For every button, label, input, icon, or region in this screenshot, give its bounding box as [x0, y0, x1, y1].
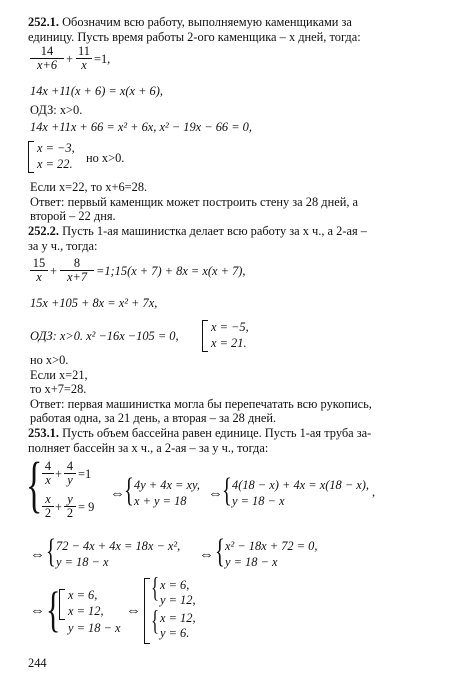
text-line: то x+7=28. [30, 382, 87, 396]
text-line: Если x=22, то x+6=28. [30, 180, 148, 194]
brace: { [124, 472, 134, 509]
brace: { [215, 533, 225, 570]
problem-number: 252.1. [28, 15, 59, 29]
equivalence-arrow: ⇔ [199, 547, 214, 563]
equation-system: { $\frac{4}{x}$ + $\frac{4}{y}$ =1 $\frac{x}{2}$ + $\frac{y}{2}$ = 9 [26, 451, 95, 520]
fraction: $\frac{8}{x+7}$ [60, 257, 94, 284]
brace: { [46, 533, 56, 570]
problem-2521-line2: единицу. Пусть время работы 2-ого каменщика – x дней, тогда: [28, 30, 361, 44]
text-line: Если x=21, [30, 368, 88, 382]
bracket [144, 578, 150, 644]
brace: { [151, 573, 160, 604]
page-number: 244 [28, 656, 47, 670]
equation: 14x +11x + 66 = x² + 6x, x² − 19x − 66 = 0, [30, 120, 252, 134]
equation: 14x +11(x + 6) = x(x + 6), [30, 84, 163, 98]
answer-line: второй – 22 дня. [30, 209, 116, 223]
equivalence-arrow: ⇔ [208, 486, 223, 502]
equivalence-arrow: ⇔ [30, 603, 45, 619]
problem-number: 252.2. [28, 224, 59, 238]
equivalence-arrow: ⇔ [110, 486, 125, 502]
text-line: но x>0. [30, 353, 69, 367]
equation: =1, [94, 52, 111, 66]
fraction: $\frac{14}{x+6}$ [30, 45, 64, 72]
domain-note: ОДЗ: x>0. [30, 103, 83, 117]
brace: { [222, 472, 232, 509]
bracket [59, 589, 65, 620]
equation: 15x +105 + 8x = x² + 7x, [30, 296, 158, 310]
equation: ОДЗ: x>0. x² −16x −105 = 0, [30, 329, 179, 343]
bracket [28, 141, 34, 173]
fraction: $\frac{11}{x}$ [76, 45, 92, 72]
document-page: 252.1. Обозначим всю работу, выполняемую каменщиками за единицу. Пусть время работы 2-ого каменщика – x дней, тогда: $\frac{14}{x+6}$ + $\frac{11}{x}$ =1, 14x +11(x + 6) = x(x + 6), ОДЗ: x>0. 14x +11x + 66 = x² + 6x, x² − 19x − 66 = 0, x = −3, x = 22. но x>0. Если x=22, то x+6=28. Ответ: первый каменщик может построить стену за 28 дней, а второй – 22 дня. 252.2. Пусть 1-ая машинистка делает всю работу за x ч., а 2-ая – за y ч., тогда: $\frac{15}{x}$ + $\frac{8}{x+7}$ =1;15(x + 7) + 8x = x(x + 7), 15x +105 + 8x = x² + 7x, ОДЗ: x>0. x² −16x −105 = 0, x = −5, x = 21. но x>0. Если x=21, то x+7=28. Ответ: первая машинистка могла бы перепечатать всю рукопись, работая одна, за 21 день, а вторая – за 28 дней. 253.1. Пусть объем бассейна равен единице. Пусть 1-ая труба за- полняет бассейн за x ч., а 2-ая – за y ч., тогда: { $\frac{4}{x}$ + $\frac{4}{y}$ =1 $\frac{x}{2}$ + $\frac{y}{2}$ = 9 ⇔ { 4y + 4x = xy, x + y = 18 ⇔ { 4(18 − x) + 4x = x(18 − x), y = 18 − x , ⇔ { 72 − 4x + 4x = 18x − x², y = 18 − x ⇔ { x² − 18x + 72 = 0, y = 18 − x ⇔ { x = 6, x = 12, y = 18 − x ⇔ { x = 6, y = 12, { x = 12, y = 6. 244 [26, 15, 376, 670]
problem-2531-line2: полняет бассейн за x ч., а 2-ая – за y ч., тогда: [28, 441, 269, 455]
answer-line: Ответ: первый каменщик может построить стену за 28 дней, а [30, 195, 359, 209]
equivalence-arrow: ⇔ [30, 547, 45, 563]
answer-line: Ответ: первая машинистка могла бы перепечатать всю рукопись, [30, 397, 372, 411]
bracket [202, 320, 208, 352]
problem-2521-line1: 252.1. Обозначим всю работу, выполняемую каменщиками за [28, 15, 352, 29]
brace: { [151, 606, 160, 637]
brace: { [46, 581, 61, 637]
brace: { [26, 451, 43, 519]
problem-2531-line1: 253.1. Пусть объем бассейна равен единице. Пусть 1-ая труба за- [28, 426, 372, 440]
answer-line: работая одна, за 21 день, а вторая – за 28 дней. [30, 411, 277, 425]
problem-2522-line2: за y ч., тогда: [28, 239, 98, 253]
problem-2522-line1: 252.2. Пусть 1-ая машинистка делает всю работу за x ч., а 2-ая – [28, 224, 367, 238]
problem-number: 253.1. [28, 426, 59, 440]
equation: =1;15(x + 7) + 8x = x(x + 7), [96, 264, 246, 278]
equivalence-arrow: ⇔ [126, 603, 141, 619]
fraction: $\frac{15}{x}$ [30, 257, 48, 284]
